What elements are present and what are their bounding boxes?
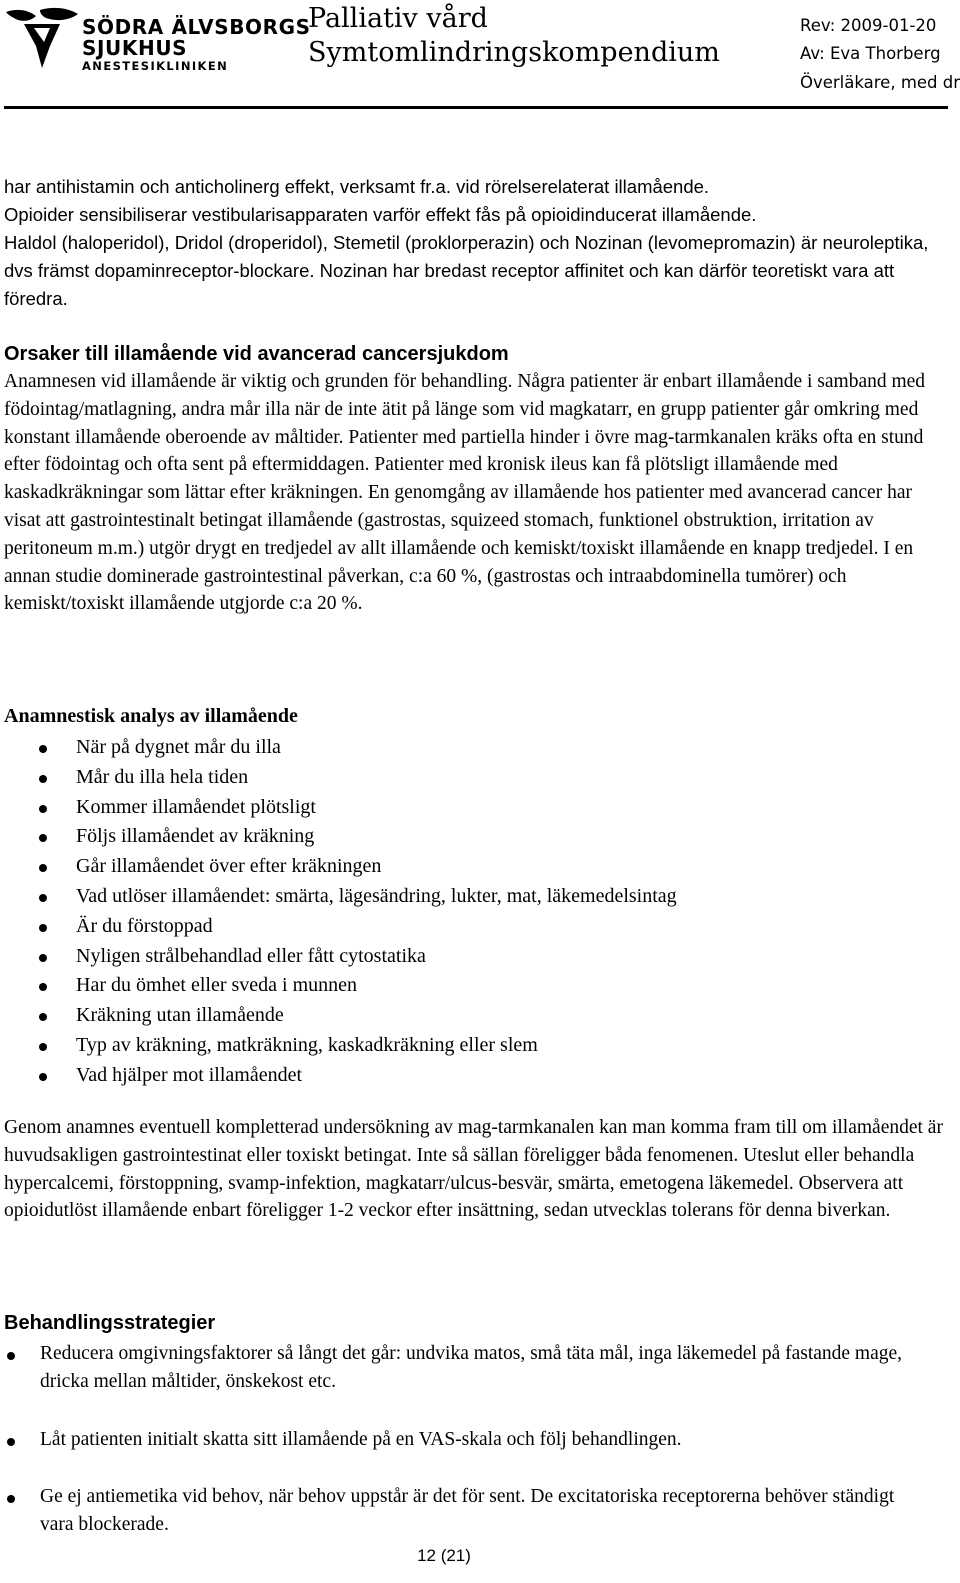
hospital-emblem-icon	[4, 6, 84, 72]
bullet-icon	[39, 805, 47, 813]
list-item: Går illamåendet över efter kräkningen	[0, 852, 944, 882]
list-item: Är du förstoppad	[0, 912, 944, 942]
heading-orsaker: Orsaker till illamående vid avancerad cancersjukdom	[4, 343, 509, 365]
list-item: Följs illamåendet av kräkning	[0, 822, 944, 852]
bullet-icon	[39, 954, 47, 962]
bullet-icon	[39, 775, 47, 783]
bullet-icon	[39, 1013, 47, 1021]
list-item: Vad hjälper mot illamåendet	[0, 1061, 944, 1091]
list-item: När på dygnet mår du illa	[0, 733, 944, 763]
author: Av: Eva Thorberg	[800, 44, 941, 63]
bullet-icon	[7, 1438, 15, 1446]
bullet-icon	[39, 834, 47, 842]
bullet-icon	[39, 745, 47, 753]
anamnestisk-followup-paragraph: Genom anamnes eventuell kompletterad undersökning av mag-tarmkanalen kan man komma fram till om illamåendet är huvudsakligen gastrointestinat eller toxiskt betingat. Inte så sällan föreligger båda fenomenen. Uteslut eller behandla hypercalcemi, förstoppning, svamp-infektion, magkatarr/ulcus-besvär, smärta, emetogena läkemedel. Observera att opioidutlöst illamående enbart föreligger 1-2 veckor efter insättning, sedan utvecklas tolerans för denna biverkan.	[4, 1117, 943, 1222]
logo-wordmark	[82, 16, 311, 74]
logo-line-2: SJUKHUS	[82, 36, 188, 60]
list-item: Kommer illamåendet plötsligt	[0, 793, 944, 823]
list-item: Typ av kräkning, matkräkning, kaskadkräkning eller slem	[0, 1031, 944, 1061]
intro-paragraph: Haldol (haloperidol), Dridol (droperidol), Stemetil (proklorperazin) och Nozinan (levomepromazin) är neuroleptika, dvs främst dopaminreceptor-blockare. Nozinan har bredast receptor affinitet och kan därför teoretiskt vara att föredra.	[4, 232, 929, 309]
intro-line-2: Opioider sensibiliserar vestibularisapparaten varför effekt fås på opioidinducerat illamående.	[4, 204, 757, 225]
document-page: SÖDRA ÄLVSBORGS SJUKHUS ANESTESIKLINIKEN Palliativ vård Symtomlindringskompendium Rev: 2009-01-20 Av: Eva Thorberg Överläkare, med dr har antihistamin och anticholinerg effekt, verksamt fr.a. vid rörelserelaterat illamående. Opioider sensibiliserar vestibularisapparaten varför effekt fås på opioidinducerat illamående. Haldol (haloperidol), Dridol (droperidol), Stemetil (proklorperazin) och Nozinan (levomepromazin) är neuroleptika, dvs främst dopaminreceptor-blockare. Nozinan har bredast receptor affinitet och kan därför teoretiskt vara att föredra. Orsaker till illamående vid avancerad cancersjukdom Anamnesen vid illamående är viktig och grunden för behandling. Några patienter är enbart illamående i samband med födointag/matlagning, andra mår illa när de inte ätit på länge som vid magkatarr, en grupp patienter går omkring med konstant illamående oberoende av måltider. Patienter med partiella hinder i övre mag-tarmkanalen kräks ofta en stund efter födointag och ofta sent på eftermiddagen. Patienter med kronisk ileus kan få plötsligt illamående med kaskadkräkningar som lättar efter kräkningen. En genomgång av illamående hos patienter med avancerad cancer har visat att gastrointestinalt betingat illamående (gastrostas, squizeed stomach, funktionel obstruktion, irritation av peritoneum m.m.) utgör drygt en tredjedel av allt illamående och kemiskt/toxiskt illamående en knapp tredjedel. I en annan studie dominerade gastrointestinal påverkan, c:a 60 %, (gastrostas och intraabdominella tumörer) och kemiskt/toxiskt illamående utgjorde c:a 20 %. Anamnestisk analys av illamående När på dygnet mår du illa Mår du illa hela tiden Kommer illamåendet plötsligt Följs illamåendet av kräkning Går illamåendet över efter kräkningen Vad utlöser illamåendet: smärta, lägesändring, lukter, mat, läkemedelsintag Är du förstoppad Nyligen strålbehandlad eller fått cytostatika Har du ömhet eller sveda i munnen Kräkning utan illamående Typ av kräkning, matkräkning, kaskadkräkning eller slem Vad hjälper mot illamåendet Genom anamnes eventuell kompletterad undersökning av mag-tarmkanalen kan man komma fram till om illamåendet är huvudsakligen gastrointestinat eller toxiskt betingat. Inte så sällan föreligger båda fenomenen. Uteslut eller behandla hypercalcemi, förstoppning, svamp-infektion, magkatarr/ulcus-besvär, smärta, emetogena läkemedel. Observera att opioidutlöst illamående enbart föreligger 1-2 veckor efter insättning, sedan utvecklas tolerans för denna biverkan. Behandlingsstrategier Reducera omgivningsfaktorer så långt det går: undvika matos, små täta mål, inga läkemedel på fastande mage, dricka mellan måltider, önskekost etc. Låt patienten initialt skatta sitt illamående på en VAS-skala och följ behandlingen. Ge ej antiemetika vid behov, när behov uppstår är det för sent. De excitatoriska receptorerna behöver ständigt vara blockerade. 12 (21)	[0, 0, 960, 1583]
revision-date: Rev: 2009-01-20	[800, 16, 937, 35]
heading-behandling: Behandlingsstrategier	[4, 1312, 216, 1334]
intro-line-1: har antihistamin och anticholinerg effekt, verksamt fr.a. vid rörelserelaterat illamående.	[4, 176, 710, 197]
bullet-icon	[39, 983, 47, 991]
heading-anamnestisk: Anamnestisk analys av illamående	[4, 705, 298, 727]
list-item: Kräkning utan illamående	[0, 1001, 944, 1031]
page-number: 12 (21)	[417, 1546, 471, 1565]
header-divider	[4, 106, 948, 109]
bullet-icon	[39, 1073, 47, 1081]
anamnestisk-list	[0, 733, 944, 1091]
bullet-icon	[39, 864, 47, 872]
bullet-icon	[39, 894, 47, 902]
list-item: Mår du illa hela tiden	[0, 763, 944, 793]
orsaker-paragraph: Anamnesen vid illamående är viktig och grunden för behandling. Några patienter är enbart illamående i samband med födointag/matlagning, andra mår illa när de inte ätit på länge som vid magkatarr, en grupp patienter går omkring med konstant illamående oberoende av måltider. Patienter med partiella hinder i övre mag-tarmkanalen kräks ofta en stund efter födointag och ofta sent på eftermiddagen. Patienter med kronisk ileus kan få plötsligt illamående med kaskadkräkningar som lättar efter kräkningen. En genomgång av illamående hos patienter med avancerad cancer har visat att gastrointestinalt betingat illamående (gastrostas, squizeed stomach, funktionel obstruktion, irritation av peritoneum m.m.) utgör drygt en tredjedel av allt illamående och kemiskt/toxiskt illamående en knapp tredjedel. I en annan studie dominerade gastrointestinal påverkan, c:a 60 %, (gastrostas och intraabdominella tumörer) och kemiskt/toxiskt illamående utgjorde c:a 20 %.	[4, 371, 926, 615]
logo-line-3: ANESTESIKLINIKEN	[82, 59, 229, 73]
list-item: Nyligen strålbehandlad eller fått cytostatika	[0, 942, 944, 972]
logo-line-1: SÖDRA ÄLVSBORGS	[82, 15, 311, 39]
document-title: Palliativ vård	[308, 3, 488, 34]
author-role: Överläkare, med dr	[800, 73, 960, 92]
document-subtitle: Symtomlindringskompendium	[308, 37, 720, 68]
list-item: Vad utlöser illamåendet: smärta, lägesändring, lukter, mat, läkemedelsintag	[0, 882, 944, 912]
list-item: Har du ömhet eller sveda i munnen	[0, 971, 944, 1001]
bullet-icon	[39, 924, 47, 932]
bullet-icon	[7, 1495, 15, 1503]
bullet-icon	[39, 1043, 47, 1051]
bullet-icon	[7, 1352, 15, 1360]
hospital-logo	[4, 6, 311, 73]
